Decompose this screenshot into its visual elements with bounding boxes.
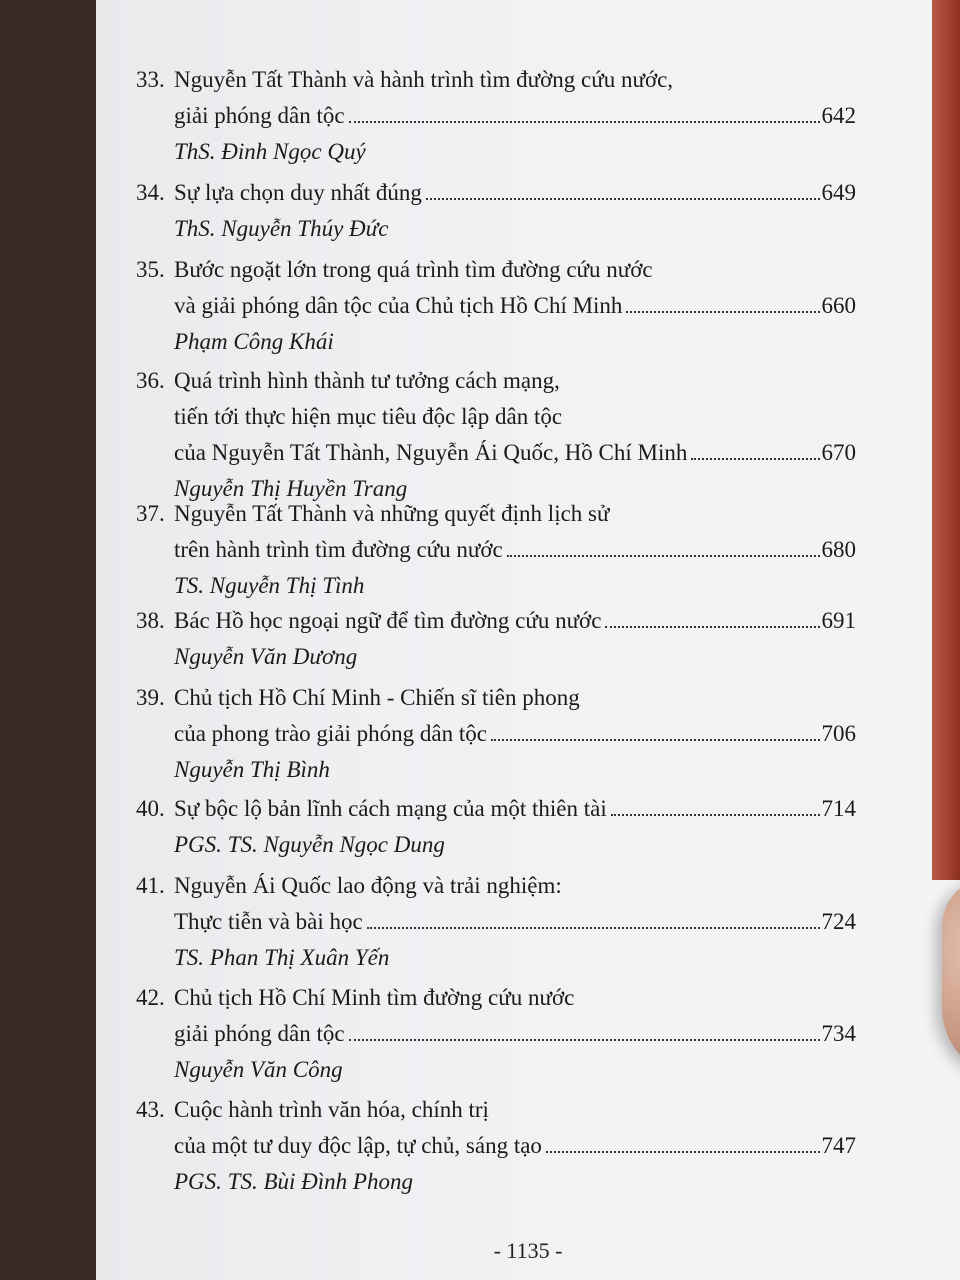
toc-entry [136,791,856,863]
toc-entry-number: 37. [136,501,165,526]
toc-entry-number: 39. [136,685,165,710]
toc-entry-author: Nguyễn Thị Bình [174,757,330,782]
toc-entry-author: ThS. Đinh Ngọc Quý [174,139,366,164]
toc-entry [136,1092,856,1200]
toc-entry-title-line [136,288,856,324]
toc-entry-number: 43. [136,1097,165,1122]
toc-entry-title-line [136,791,856,827]
toc-entry-title-text: tiến tới thực hiện mục tiêu độc lập dân tộc [174,404,563,429]
toc-entry-title-line [136,1016,856,1052]
thumb-photo [942,878,960,1078]
toc-entry-title-text: Quá trình hình thành tư tưởng cách mạng, [174,368,560,393]
toc-entry-author: TS. Nguyễn Thị Tình [174,573,365,598]
toc-entry-title-text: giải phóng dân tộc [174,1021,345,1046]
toc-entry-title-text: Sự bộc lộ bản lĩnh cách mạng của một thiên tài [174,796,607,821]
toc-entry-author: Nguyễn Văn Công [174,1057,343,1082]
toc-entry-page: 649 [821,180,856,205]
toc-entry [136,603,856,675]
dot-leader [426,198,820,200]
toc-entry-number: 35. [136,257,165,282]
dot-leader [349,121,820,123]
toc-entry-number: 42. [136,985,165,1010]
toc-entry-page: 706 [821,721,856,746]
toc-entry-number: 40. [136,796,165,821]
toc-entry-page: 714 [821,796,856,821]
toc-entry-title-text: Nguyễn Tất Thành và những quyết định lịch sử [174,501,610,526]
toc-entry-title-line [136,1092,856,1128]
toc-entry [136,680,856,788]
toc-entry-title-line [136,868,856,904]
toc-entry-author: TS. Phan Thị Xuân Yến [174,945,390,970]
dot-leader [491,739,820,741]
dot-leader [691,458,819,460]
toc-entry-title-line [136,175,856,211]
toc-entry-title-text: Chủ tịch Hồ Chí Minh tìm đường cứu nước [174,985,575,1010]
toc-entry [136,363,856,507]
page-number: - 1135 - [493,1238,563,1263]
dot-leader [626,311,819,313]
toc-entry-number: 38. [136,608,165,633]
toc-entry-page: 670 [821,440,856,465]
book-page [96,0,960,1280]
toc-entry-title-text: Sự lựa chọn duy nhất đúng [174,180,422,205]
toc-entry-title-text: Cuộc hành trình văn hóa, chính trị [174,1097,489,1122]
toc-entry-title-text: Thực tiễn và bài học [174,909,363,934]
toc-entry [136,252,856,360]
dot-leader [611,814,820,816]
toc-entry-title-line [136,496,856,532]
toc-entry-page: 660 [821,293,856,318]
toc-entry-title-text: giải phóng dân tộc [174,103,345,128]
toc-entry-title-line [136,603,856,639]
toc-entry-title-text: Nguyễn Ái Quốc lao động và trải nghiệm: [174,873,562,898]
toc-entry-author: Phạm Công Khái [174,329,334,354]
toc-entry [136,868,856,976]
toc-entry [136,62,856,170]
toc-entry [136,496,856,604]
dot-leader [349,1039,820,1041]
toc-entry-title-text: và giải phóng dân tộc của Chủ tịch Hồ Chí Minh [174,293,623,318]
toc-entry-title-text: Chủ tịch Hồ Chí Minh - Chiến sĩ tiên phong [174,685,580,710]
toc-entry-title-text: Bước ngoặt lớn trong quá trình tìm đường cứu nước [174,257,653,282]
toc-entry-number: 33. [136,67,165,92]
toc-entry-author: PGS. TS. Nguyễn Ngọc Dung [174,832,445,857]
red-book-edge [932,0,960,880]
toc-entry [136,175,856,247]
dot-leader [367,927,820,929]
toc-entry-author: PGS. TS. Bùi Đình Phong [174,1169,413,1194]
toc-entry-title-line [136,680,856,716]
toc-entry-title-line [136,1128,856,1164]
toc-entry-page: 747 [821,1133,856,1158]
toc-entry-title-line [136,904,856,940]
toc-entry-author: Nguyễn Văn Dương [174,644,358,669]
toc-entry-title-text: Nguyễn Tất Thành và hành trình tìm đường cứu nước, [174,67,674,92]
toc-entry-title-line [136,980,856,1016]
toc-entry-title-text: của Nguyễn Tất Thành, Nguyễn Ái Quốc, Hồ Chí Minh [174,440,688,465]
toc-entry-title-text: trên hành trình tìm đường cứu nước [174,537,503,562]
toc-entry-title-line [136,399,856,435]
toc-entry [136,980,856,1088]
toc-entry-page: 724 [821,909,856,934]
toc-entry-author: ThS. Nguyễn Thúy Đức [174,216,389,241]
toc-entry-title-line [136,435,856,471]
dot-leader [605,626,819,628]
toc-entry-title-line [136,363,856,399]
toc-entry-author: Nguyễn Thị Huyền Trang [174,476,408,501]
dot-leader [546,1151,820,1153]
toc-entry-page: 680 [821,537,856,562]
dot-leader [507,555,820,557]
toc-entry-page: 642 [821,103,856,128]
toc-entry-title-text: Bác Hồ học ngoại ngữ để tìm đường cứu nước [174,608,602,633]
toc-entry-title-text: của một tư duy độc lập, tự chủ, sáng tạo [174,1133,542,1158]
toc-entry-title-text: của phong trào giải phóng dân tộc [174,721,487,746]
toc-entry-title-line [136,62,856,98]
toc-entry-page: 691 [821,608,856,633]
toc-entry-number: 34. [136,180,165,205]
toc-entry-number: 41. [136,873,165,898]
toc-entry-title-line [136,532,856,568]
toc-entry-number: 36. [136,368,165,393]
toc-entry-page: 734 [821,1021,856,1046]
toc-entry-title-line [136,716,856,752]
toc-entry-title-line [136,98,856,134]
toc-entry-title-line [136,252,856,288]
